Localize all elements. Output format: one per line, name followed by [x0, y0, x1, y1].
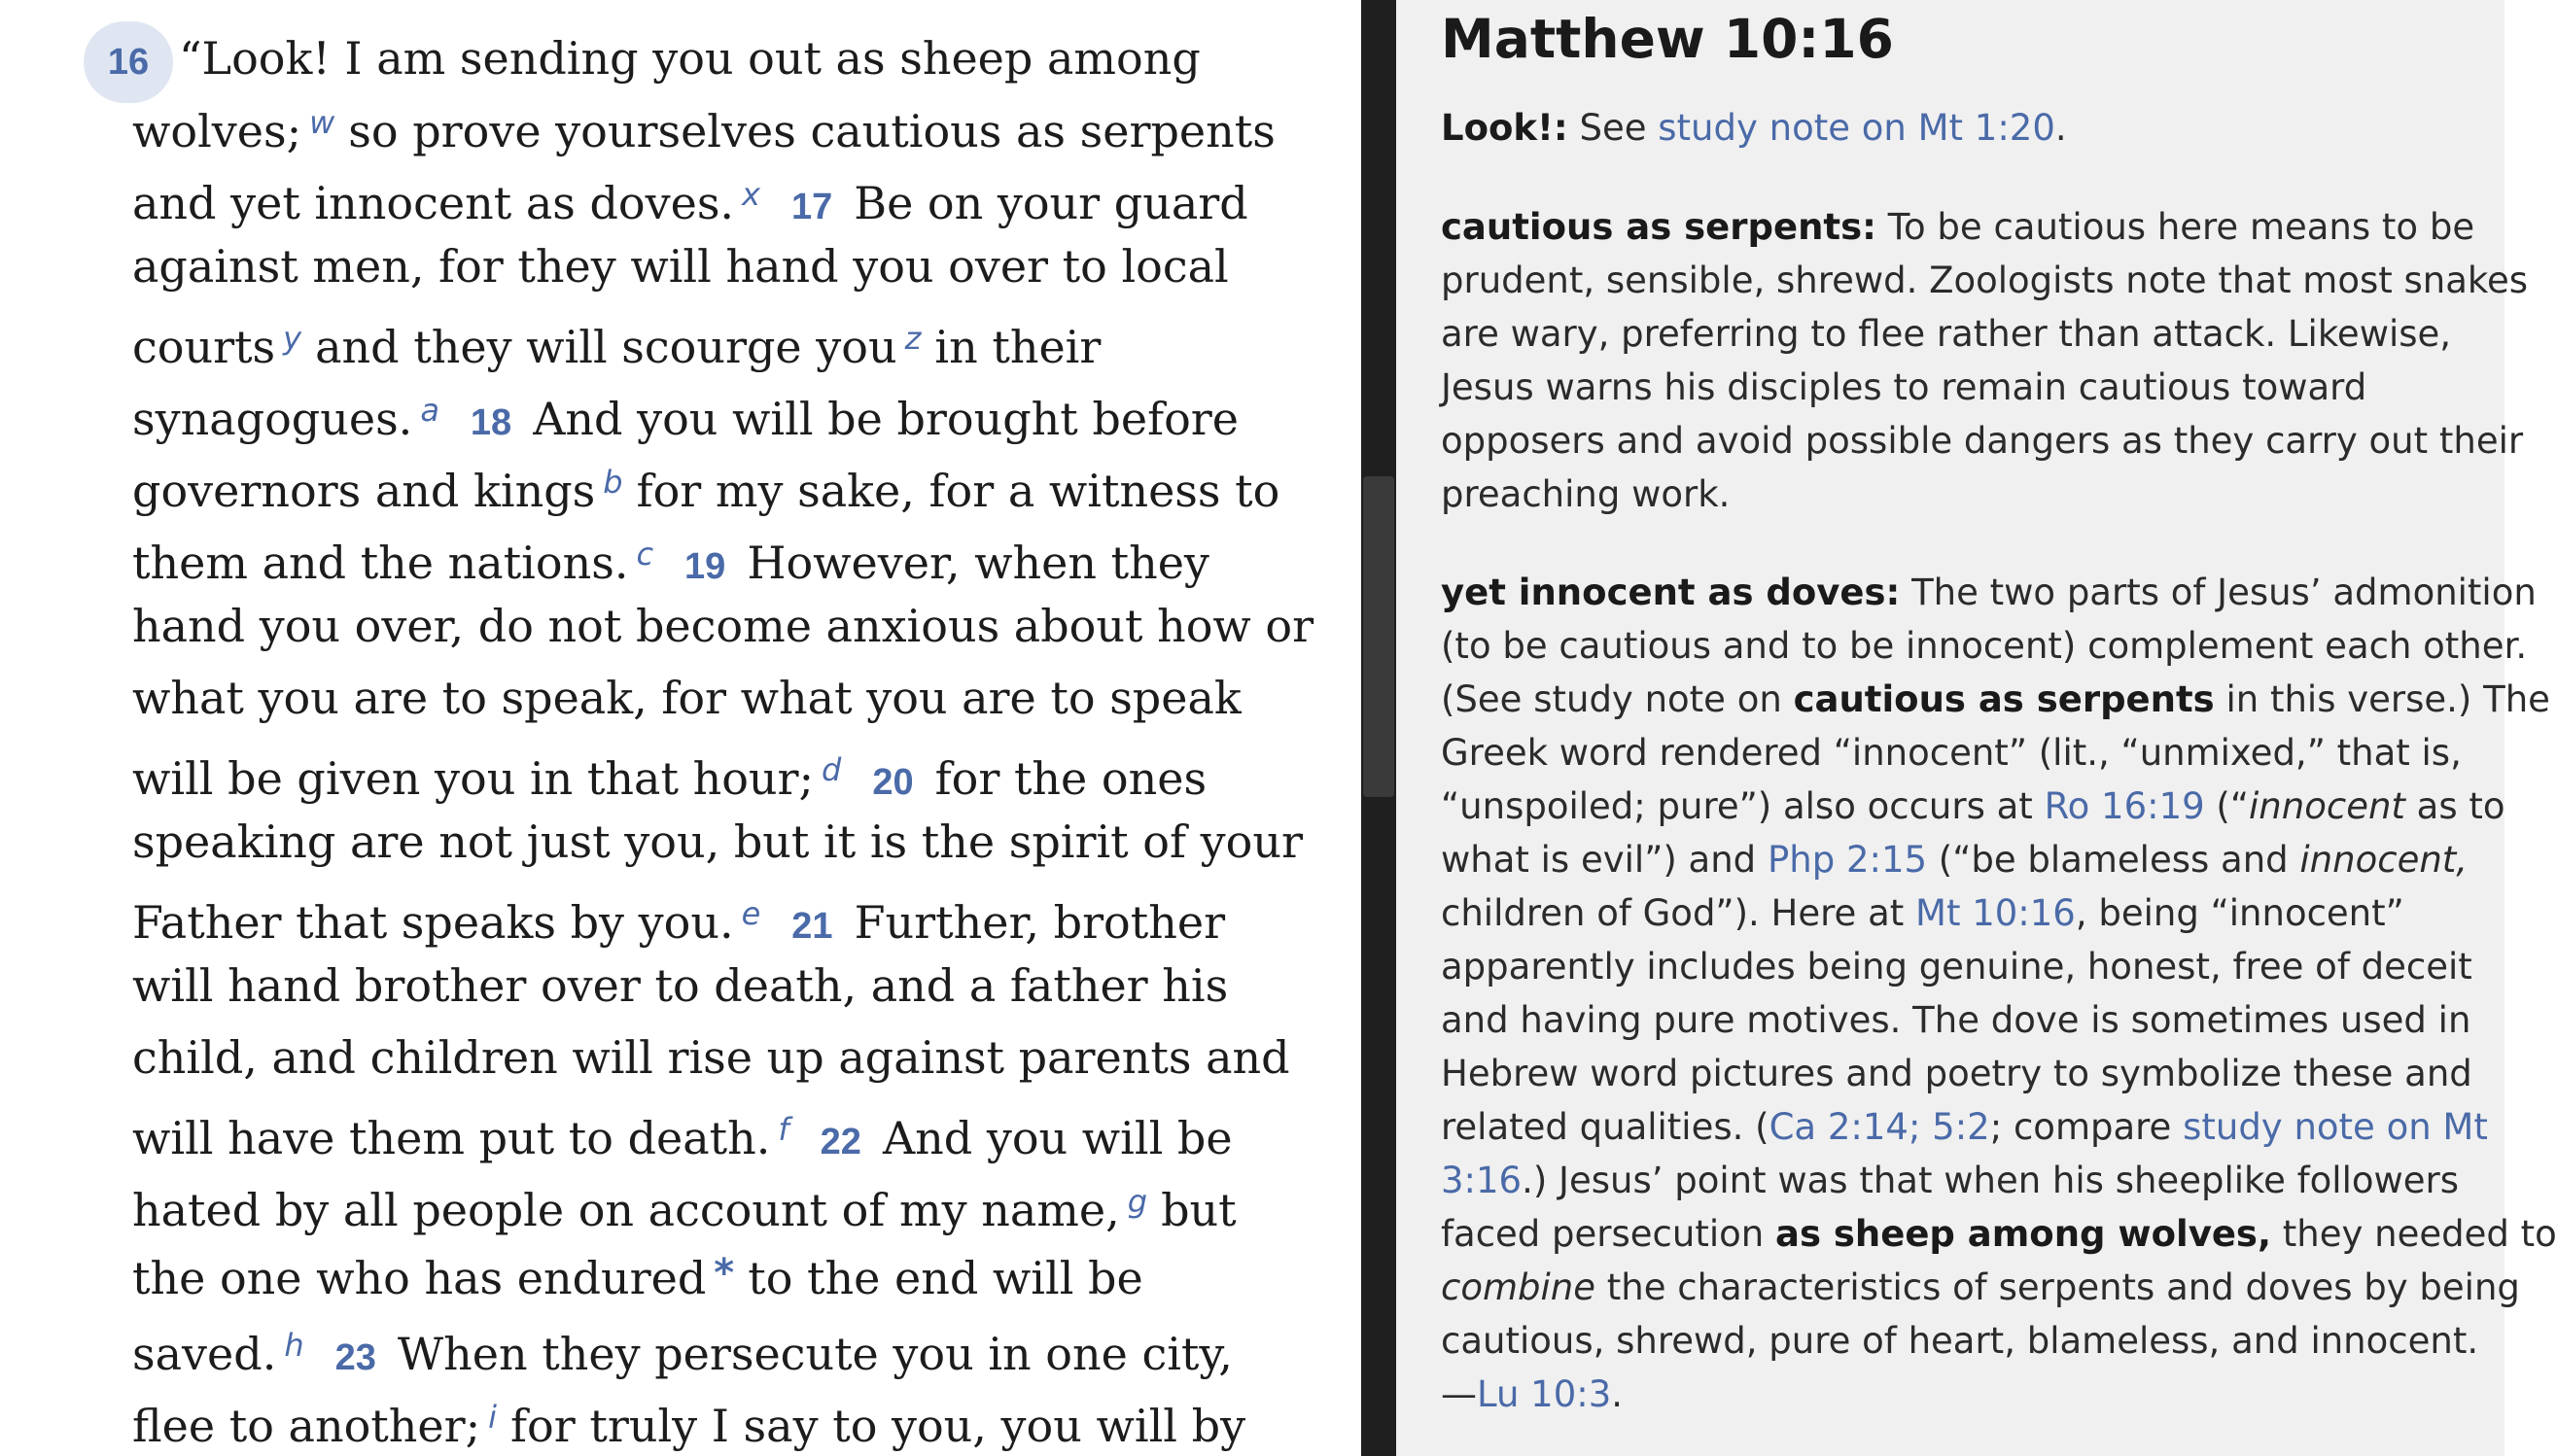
verse-line	[132, 453, 1279, 520]
reference-link[interactable]: Mt 10:16	[1915, 892, 2076, 934]
verse-number[interactable]: 19	[684, 546, 726, 587]
verse-line	[132, 741, 1207, 812]
verse-line	[132, 597, 1314, 655]
verse-text: courts	[132, 321, 276, 373]
verse-text: And you will be	[882, 1112, 1233, 1164]
note-line	[1441, 675, 2550, 725]
verse-text: wolves;	[132, 105, 302, 157]
reference-link[interactable]: Php 2:15	[1767, 839, 1928, 881]
note-line	[1441, 568, 2537, 618]
note-emphasis: innocent,	[2299, 839, 2469, 881]
verse-text: hand you over, do not become anxious about how or	[132, 600, 1314, 652]
verse-text: child, and children will rise up against parents and	[132, 1031, 1290, 1084]
verse-text: for my sake, for a witness to	[636, 465, 1280, 517]
note-text: , being “innocent”	[2075, 892, 2404, 934]
note-text: —	[1441, 1373, 1477, 1415]
note-line	[1441, 103, 2067, 154]
verse-text: what you are to speak, for what you are to speak	[132, 672, 1242, 724]
note-keyword: yet innocent as doves:	[1441, 572, 1901, 613]
note-emphasis: combine	[1441, 1266, 1596, 1308]
verse-line	[132, 813, 1303, 871]
note-text: faced persecution	[1441, 1213, 1775, 1255]
verse-text: governors and kings	[132, 465, 596, 517]
note-line	[1441, 728, 2462, 779]
note-line	[1441, 363, 2366, 413]
note-line	[1441, 888, 2404, 939]
verse-text: against men, for they will hand you over to local	[132, 240, 1229, 293]
verse-line	[132, 1316, 1233, 1387]
verse-text: speaking are not just you, but it is the spirit of your	[132, 815, 1303, 868]
verse-text: synagogues.	[132, 393, 413, 445]
note-text: opposers and avoid possible dangers as they carry out their	[1441, 420, 2524, 462]
note-line	[1441, 835, 2468, 885]
verse-number-selected[interactable]: 16	[84, 21, 173, 103]
note-title: Matthew 10:16	[1441, 8, 1894, 70]
note-text: in this verse.) The	[2214, 678, 2550, 720]
note-text: (“be blameless and	[1927, 839, 2300, 881]
verse-number[interactable]: 23	[334, 1337, 376, 1378]
verse-text: in their	[934, 321, 1102, 373]
verse-text: And you will be brought before	[533, 393, 1240, 445]
note-text: are wary, preferring to flee rather than attack. Likewise,	[1441, 313, 2452, 355]
note-line	[1441, 1316, 2478, 1367]
note-text: .) Jesus’ point was that when his sheeplike followers	[1522, 1160, 2460, 1201]
verse-text: and yet innocent as doves.	[132, 177, 735, 229]
note-line	[1441, 1263, 2520, 1313]
cross-reference-marker[interactable]: i	[488, 1399, 498, 1436]
cross-reference-marker[interactable]: y	[283, 320, 302, 357]
reference-link[interactable]: Ro 16:19	[2044, 785, 2205, 827]
reference-link[interactable]: Ca 2:14; 5:2	[1769, 1106, 1990, 1148]
verse-text: but	[1161, 1184, 1237, 1236]
note-keyword: cautious as serpents:	[1441, 206, 1876, 248]
verse-number[interactable]: 18	[470, 402, 512, 443]
note-text: To be cautious here means to be	[1875, 206, 2475, 248]
verse-line	[132, 237, 1229, 295]
note-keyword: as sheep among wolves,	[1774, 1213, 2271, 1255]
reference-link[interactable]: Lu 10:3	[1477, 1373, 1612, 1415]
note-line	[1441, 995, 2470, 1046]
study-notes-pane	[1396, 0, 2557, 1456]
cross-reference-marker[interactable]: a	[420, 392, 439, 429]
note-line	[1441, 942, 2472, 992]
note-text: (“	[2204, 785, 2250, 827]
verse-text: When they persecute you in one city,	[397, 1328, 1233, 1380]
cross-reference-marker[interactable]: z	[904, 320, 922, 357]
note-text: related qualities. (	[1441, 1106, 1769, 1148]
note-line	[1441, 416, 2523, 467]
scrollbar-thumb[interactable]	[1363, 476, 1394, 797]
verse-text: so prove yourselves cautious as serpents	[348, 105, 1276, 157]
note-text: prudent, sensible, shrewd. Zoologists note that most snakes	[1441, 260, 2529, 301]
cross-reference-marker[interactable]: e	[741, 895, 761, 932]
note-line	[1441, 1049, 2472, 1099]
verse-text: will be given you in that hour;	[132, 752, 815, 805]
note-keyword: Look!:	[1441, 107, 1568, 149]
verse-line	[132, 309, 1101, 376]
note-text: (See study note on	[1441, 678, 1794, 720]
note-text: Greek word rendered “innocent” (lit., “unmixed,” that is,	[1441, 732, 2462, 774]
verse-text: for the ones	[934, 752, 1208, 805]
note-line	[1441, 202, 2474, 253]
verse-text: to the end will be	[748, 1252, 1143, 1304]
verse-line	[132, 884, 1225, 955]
verse-text: hated by all people on account of my name,	[132, 1184, 1120, 1236]
verse-text: will have them put to death.	[132, 1112, 771, 1164]
verse-line	[132, 1028, 1290, 1087]
reference-link[interactable]: study note on Mt	[2183, 1106, 2488, 1148]
note-text: apparently includes being genuine, honest, free of deceit	[1441, 946, 2472, 988]
note-line	[1441, 256, 2528, 306]
note-text: cautious, shrewd, pure of heart, blameless, and innocent.	[1441, 1320, 2479, 1362]
verse-line	[132, 1388, 1245, 1455]
verse-line	[132, 669, 1242, 727]
verse-text: for truly I say to you, you will by	[510, 1400, 1246, 1452]
note-text: and having pure motives. The dove is sometimes used in	[1441, 999, 2471, 1041]
verse-text: will hand brother over to death, and a father his	[132, 959, 1229, 1012]
note-text: .	[1611, 1373, 1624, 1415]
note-text: as to	[2404, 785, 2505, 827]
note-text: Jesus warns his disciples to remain cautious toward	[1441, 366, 2367, 408]
cross-reference-marker[interactable]: g	[1127, 1183, 1148, 1220]
note-text: The two parts of Jesus’ admonition	[1900, 572, 2537, 613]
verse-number[interactable]: 20	[872, 762, 914, 803]
note-line	[1441, 1369, 1623, 1420]
note-line	[1441, 781, 2505, 832]
verse-text: Be on your guard	[854, 177, 1248, 229]
cross-reference-marker[interactable]: f	[778, 1111, 789, 1148]
verse-number[interactable]: 21	[791, 906, 833, 947]
note-text: what is evil”) and	[1441, 839, 1768, 881]
cross-reference-marker[interactable]: x	[742, 176, 760, 213]
note-line	[1441, 1102, 2488, 1153]
verse-number[interactable]: 17	[790, 187, 833, 227]
note-emphasis: innocent	[2249, 785, 2405, 827]
note-text: they needed to	[2271, 1213, 2557, 1255]
note-text: preaching work.	[1441, 473, 1731, 515]
verse-line	[107, 21, 1201, 103]
note-line	[1441, 309, 2451, 360]
reference-link[interactable]: study note on Mt 1:20	[1658, 107, 2055, 149]
verse-text: and they will scourge you	[315, 321, 897, 373]
verse-line	[132, 525, 1209, 596]
note-text: .	[2054, 107, 2067, 149]
verse-number[interactable]: 22	[820, 1122, 861, 1162]
cross-reference-marker[interactable]: h	[284, 1327, 304, 1364]
cross-reference-marker[interactable]: b	[603, 464, 623, 501]
verse-text: Father that speaks by you.	[132, 896, 734, 949]
note-line	[1441, 1156, 2459, 1206]
verse-line	[132, 165, 1248, 236]
cross-reference-marker[interactable]: w	[309, 104, 335, 141]
footnote-marker[interactable]: *	[714, 1251, 735, 1296]
cross-reference-marker[interactable]: c	[636, 536, 654, 572]
verse-text: flee to another;	[132, 1400, 481, 1452]
note-text: See	[1567, 107, 1659, 149]
verse-text: “Look! I am sending you out as sheep among	[179, 32, 1201, 85]
note-text: children of God”). Here at	[1441, 892, 1916, 934]
cross-reference-marker[interactable]: d	[822, 751, 842, 788]
note-line	[1441, 1209, 2557, 1260]
note-text: the characteristics of serpents and doves by being	[1595, 1266, 2520, 1308]
verse-line	[132, 1100, 1233, 1171]
note-text: Hebrew word pictures and poetry to symbolize these and	[1441, 1053, 2472, 1094]
verse-line	[132, 1244, 1143, 1307]
verse-text: the one who has endured	[132, 1252, 707, 1304]
verse-text: saved.	[132, 1328, 277, 1380]
verse-text: them and the nations.	[132, 537, 629, 589]
verse-text: However, when they	[747, 537, 1209, 589]
note-line	[1441, 469, 1730, 520]
note-text: ; compare	[1989, 1106, 2184, 1148]
reference-link[interactable]: 3:16	[1441, 1160, 1523, 1201]
verse-line	[132, 1172, 1237, 1239]
note-line	[1441, 621, 2527, 672]
note-text: (to be cautious and to be innocent) complement each other.	[1441, 625, 2528, 667]
note-keyword: cautious as serpents	[1793, 678, 2215, 720]
verse-line	[132, 956, 1228, 1015]
verse-text: Further, brother	[854, 896, 1226, 949]
verse-line	[132, 93, 1276, 160]
verse-line	[132, 381, 1239, 452]
note-text: “unspoiled; pure”) also occurs at	[1441, 785, 2045, 827]
